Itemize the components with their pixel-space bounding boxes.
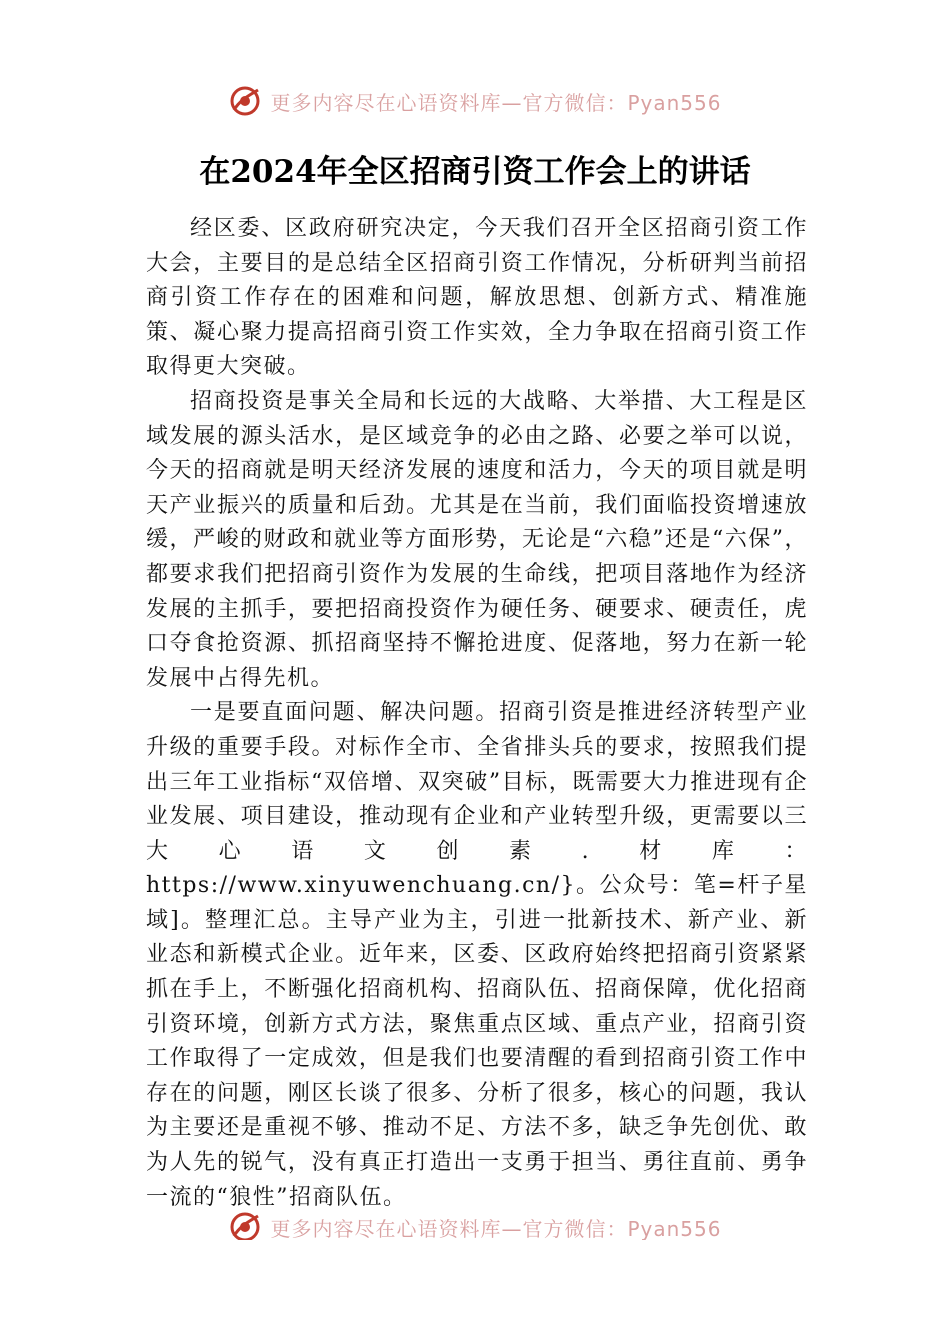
watermark-text-footer: 更多内容尽在心语资料库—官方微信：Pyan556 <box>270 1216 722 1240</box>
watermark-footer <box>0 1206 950 1240</box>
watermark-text: 更多内容尽在心语资料库—官方微信：Pyan556 <box>270 90 722 115</box>
paragraph-3: 一是要直面问题、解决问题。招商引资是推进经济转型产业升级的重要手段。对标作全市、全省排头兵的要求，按照我们提出三年工业指标“双倍增、双突破”目标，既需要大力推进现有企业发展、项目建设，推动现有企业和产业转型升级，更需要以三大心语文创素.材库：https://www.xinyuwenchuang.cn/}。公众号：笔=杆子星域]。整理汇总。主导产业为主，引进一批新技术、新产业、新业态和新模式企业。近年来，区委、区政府始终把招商引资紧紧抓在手上，不断强化招商机构、招商队伍、招商保障，优化招商引资环境，创新方式方法，聚焦重点区域、重点产业，招商引资工作取得了一定成效，但是我们也要清醒的看到招商引资工作中存在的问题，刚区长谈了很多、分析了很多，核心的问题，我认为主要还是重视不够、推动不足、方法不多，缺乏争先创优、敢为人先的锐气，没有真正打造出一支勇于担当、勇往直前、勇争一流的“狼性”招商队伍。 <box>146 700 808 1210</box>
swirl-logo-icon <box>228 84 262 118</box>
paragraph-2: 招商投资是事关全局和长远的大战略、大举措、大工程是区域发展的源头活水，是区域竞争的必由之路、必要之举可以说，今天的招商就是明天经济发展的速度和活力，今天的项目就是明天产业振兴的质量和后劲。尤其是在当前，我们面临投资增速放缓，严峻的财政和就业等方面形势，无论是“六稳”还是“六保”，都要求我们把招商引资作为发展的生命线，把项目落地作为经济发展的主抓手，要把招商投资作为硬任务、硬要求、硬责任，虎口夺食抢资源、抓招商坚持不懈抢进度、促落地，努力在新一轮发展中占得先机。 <box>146 388 808 691</box>
document-title: 在2024年全区招商引资工作会上的讲话 <box>199 154 751 190</box>
document-body <box>146 212 808 1215</box>
swirl-logo-icon <box>228 1210 262 1240</box>
paragraph-1: 经区委、区政府研究决定，今天我们召开全区招商引资工作大会，主要目的是总结全区招商引资工作情况，分析研判当前招商引资工作存在的困难和问题，解放思想、创新方式、精准施策、凝心聚力提高招商引资工作实效，全力争取在招商引资工作取得更大突破。 <box>146 216 808 380</box>
watermark-header <box>0 84 950 118</box>
